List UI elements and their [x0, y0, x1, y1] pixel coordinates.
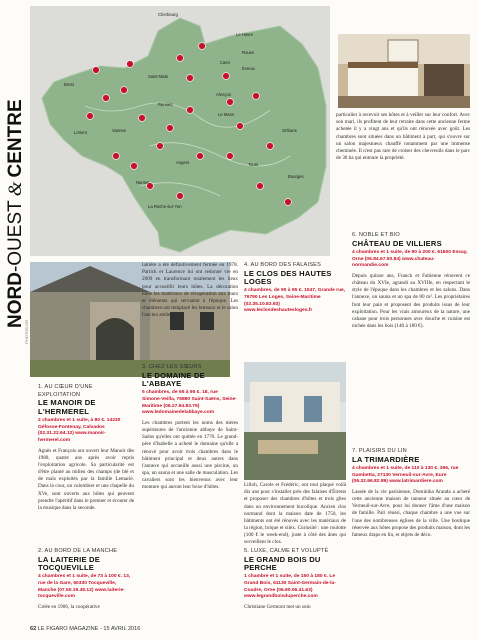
map-marker	[177, 193, 184, 200]
map-city-label: Le Mans	[218, 112, 235, 117]
article-5	[244, 548, 346, 611]
article-2-headline: LA LAITERIE DE TOCQUEVILLE	[38, 554, 101, 573]
map-city-label: Vannes	[112, 128, 126, 133]
map-marker	[127, 61, 134, 68]
map-marker	[131, 163, 138, 170]
map-marker	[157, 143, 164, 150]
article-5-headline: LE GRAND BOIS DU PERCHE	[244, 554, 321, 573]
article-7-kicker: 7. PLAISIRS DU LIN	[352, 448, 407, 454]
map-marker	[103, 95, 110, 102]
article-2-kicker: 2. AU BORD DE LA MANCHE	[38, 548, 118, 554]
article-1-headline: LE MANOIR DE L'HERMEREL	[38, 398, 96, 416]
article-7-headline: LA TRIMARDIÈRE	[352, 454, 420, 464]
map-marker	[187, 75, 194, 82]
map-city-label: Bourges	[288, 174, 304, 179]
section-title-nord: NORD	[5, 272, 26, 328]
map-city-label: Tours	[248, 162, 259, 167]
map-marker	[167, 125, 174, 132]
section-title-amp: &	[5, 181, 26, 197]
photo-bedroom	[338, 34, 470, 108]
map-marker	[187, 107, 194, 114]
page-number: 62	[30, 626, 37, 632]
map-marker	[87, 113, 94, 120]
map-city-label: Évreux	[242, 66, 256, 71]
map-city-label: Angers	[176, 160, 190, 165]
article-3-headline: LE DOMAINE DE L'ABBAYE	[142, 370, 205, 389]
map-marker	[285, 199, 292, 206]
article-1	[38, 384, 134, 512]
map-marker	[177, 55, 184, 62]
map-city-label: Saint-Malo	[148, 74, 169, 79]
article-1-info: 2 chambres et 1 suite, à 80 €. 14230 Géfosse-Fontenay, Calvados (02.31.22.64.12) www.manoir-hermerel.com	[38, 418, 121, 443]
map-city-label: Nantes	[136, 180, 150, 185]
article-6	[352, 232, 470, 330]
map-marker	[227, 153, 234, 160]
map-marker	[223, 73, 230, 80]
article-5-info: 1 chambre et 1 suite, de 150 à 180 €. Le Grand Bois, 61130 Saint-Germain-de-la-Coudre, Orne (06.80.06.41.63) www.legrandboisduperche.com	[244, 574, 336, 600]
section-title-graphic	[4, 22, 28, 332]
article-3-kicker: 3. CHEZ LES SŒURS	[142, 364, 202, 370]
section-title-centre: CENTRE	[5, 99, 26, 178]
article-4-body	[244, 482, 346, 547]
map-city-label: Alençon	[216, 92, 232, 97]
article-3-text: Les chambres portent les noms des mères supérieures de l'ancienne abbaye de Saint-Saëns qu'elles ont quittée en 1770. Le grand-père d'Isabelle a acheté le domaine qu'elle a rénové pour avoir trois chambres dans le bâtiment principal et deux autres dans l'annexe qui accueille aussi une piscine, un spa, un sauna et une salle de musculation. Les cavaliers sont les bienvenus avec leur monture qui auront leur boxe d'hôtes.	[142, 419, 238, 491]
article-2-continued	[142, 262, 238, 319]
map-city-label: Cherbourg	[158, 12, 178, 17]
map-city-label: Le Havre	[236, 32, 253, 37]
article-7-info: 4 chambres et 1 suite, de 110 à 130 €. 366, rue Gambetta, 27130 Verneuil-sur-Avre, Eure (06.32.66.82.89) www.latrimardiere.com	[352, 466, 459, 485]
article-6-info: 4 chambres et 1 suite, de 90 à 200 €. 61600 Essay, Orne (06.84.67.90.84) www.chateau-normandie.com	[352, 250, 468, 269]
map-city-label: La Roche-sur-Yon	[148, 204, 182, 209]
article-5-text: Christiane Germont met un soin	[244, 603, 311, 610]
publication-name: LE FIGARO MAGAZINE - 15 AVRIL 2016	[37, 626, 141, 632]
photo-credit: PHOTOS DR	[24, 320, 29, 344]
article-continuation	[336, 112, 470, 162]
article-continuation-text: particulier à recevoir ses hôtes et à veiller sur leur confort. Avec son mari, ils profitent de leur retraite dans cette ancienne ferme achetée il y a vingt ans et qu'ils ont rénovée avec goût. Les chambres sont situées dans un bâtiment à part, qui s'ouvre sur un salon majestueux chauffé notamment par une immense cheminée. Il n'est pas rare de croiser des chevreuils dans le parc de 30 ha qui entoure la propriété.	[336, 112, 470, 162]
page-footer	[30, 626, 140, 632]
article-7-text: Lassée de la vie parisienne, Dominika Aranda a acheté cette ancienne maison de tanneur située au cœur de Verneuil-sur-Avre, pour lui donner l'âme d'une maison de famille. Pari réussi, chaque chambre a une vue sur l'une des nombreuses églises de la ville. Une boutique réservée aux hôtes propose des produits maison, dont les fameux draps en lin, et objets de déco.	[352, 488, 470, 538]
article-5-kicker: 5. LUXE, CALME ET VOLUPTÉ	[244, 548, 329, 554]
article-3	[142, 364, 238, 492]
map-marker	[93, 67, 100, 74]
section-title-ouest: -OUEST	[5, 200, 26, 273]
map-city-label: Rouen	[242, 50, 255, 55]
article-3-info: 5 chambres, de 65 à 95 €. 18, rue Simone-Veilla, 76880 Saint-Saëns, Seine-Maritime (06.27.64.83.79) www.ledomainedelabbaye.com	[142, 390, 237, 416]
map-marker	[121, 87, 128, 94]
photo-clos	[244, 362, 346, 480]
map-marker	[197, 153, 204, 160]
article-2-text: Créée en 1906, la coopérative	[38, 603, 100, 610]
article-6-kicker: 6. NOBLE ET BIO	[352, 232, 400, 238]
article-4-info: 4 chambres, de 90 à 95 €. 1047, Grande rue, 76790 Les Loges, Seine-Maritime (02.35.10.83.93) www.leclosdeshautesloges.fr	[244, 288, 346, 314]
article-6-text: Depuis quinze ans, Franck et Fabienne rénovent ce château du XVIe, agrandi au XVIIIe, en respectant le style de l'époque dans les chambres et les salons. Dans l'annexe, un sauna et un spa de 80 m². Les propriétaires font leur pain et proposent des produits issus de leur exploitation. Pour les vrais amoureux de la nature, une cabane pour trois personnes avec douche et cuisine est nichée dans les bois (140 à 180 €).	[352, 272, 470, 330]
article-1-text: Agnès et François ont ouvert leur Manoir dès 1980, quatre ans après avoir repris l'exploitation agricole. Sa particularité est d'être planté au milieu des champs (de blé et de maïs exploités par la famille Lemarié. Dans la cour, un colombier et une chapelle du XVe, sont ouverts aux hôtes qui peuvent prendre l'apéritif dans le premier et écouter de la musique dans la seconde.	[38, 447, 134, 511]
map-marker	[253, 93, 260, 100]
article-4-kicker: 4. AU BORD DES FALAISES	[244, 262, 322, 268]
svg-text:NORD-OUEST&CENTRE	[5, 99, 26, 328]
map-marker	[199, 43, 206, 50]
map-city-label: Brest	[64, 82, 74, 87]
map-marker	[113, 153, 120, 160]
map-marker	[139, 115, 146, 122]
article-4	[244, 262, 346, 318]
map-city-label: Caen	[220, 60, 231, 65]
map-marker	[257, 183, 264, 190]
region-map	[30, 6, 330, 256]
section-title	[4, 22, 28, 332]
article-1-kicker: 1. AU CŒUR D'UNE EXPLOITATION	[38, 384, 93, 398]
map-marker	[267, 143, 274, 150]
article-7	[352, 448, 470, 539]
map-city-label: Rennes	[158, 102, 173, 107]
map-marker	[237, 123, 244, 130]
article-6-headline: CHÂTEAU DE VILLIERS	[352, 238, 442, 248]
article-2-continued-text: laitière a été définitivement fermée en 1978. Patrick et Laurence lui ont redonné vie en 2009 en transformant totalement les lieux pour accueillir leurs hôtes. La décoration mêle les matériaux de récupération aux murs et éléments qui servaient à l'époque. Les chambres ont remplacé les bureaux et le salon l'ancien atelier.	[142, 262, 238, 319]
article-2-info: 4 chambres et 1 suite, de 73 à 100 €. 13, rue de la Gare, 50330 Tocqueville, Manche (07.50.19.49.12) www.laiterie-tocqueville.com	[38, 574, 131, 600]
article-2	[38, 548, 134, 611]
map-marker	[227, 99, 234, 106]
article-4-headline: LE CLOS DES HAUTES LOGES	[244, 268, 332, 287]
map-city-label: Orléans	[282, 128, 297, 133]
article-4-text: Lilloh, Carole et Frédéric, ont tout plaqué voilà dix ans pour s'installer près des falaises d'Étretat et proposer des chambres d'hôtes et trois gîtes dans un environnement bucolique. Ancien clos normand dont la maison date de 1750, les bâtiments ont été rénovés avec les matériaux de la région, brique et silex. Curiosité : une roulotte (100 € le week-end), juste à côté des ânes qui surveillent le clos.	[244, 482, 346, 546]
map-city-label: Lorient	[74, 130, 87, 135]
